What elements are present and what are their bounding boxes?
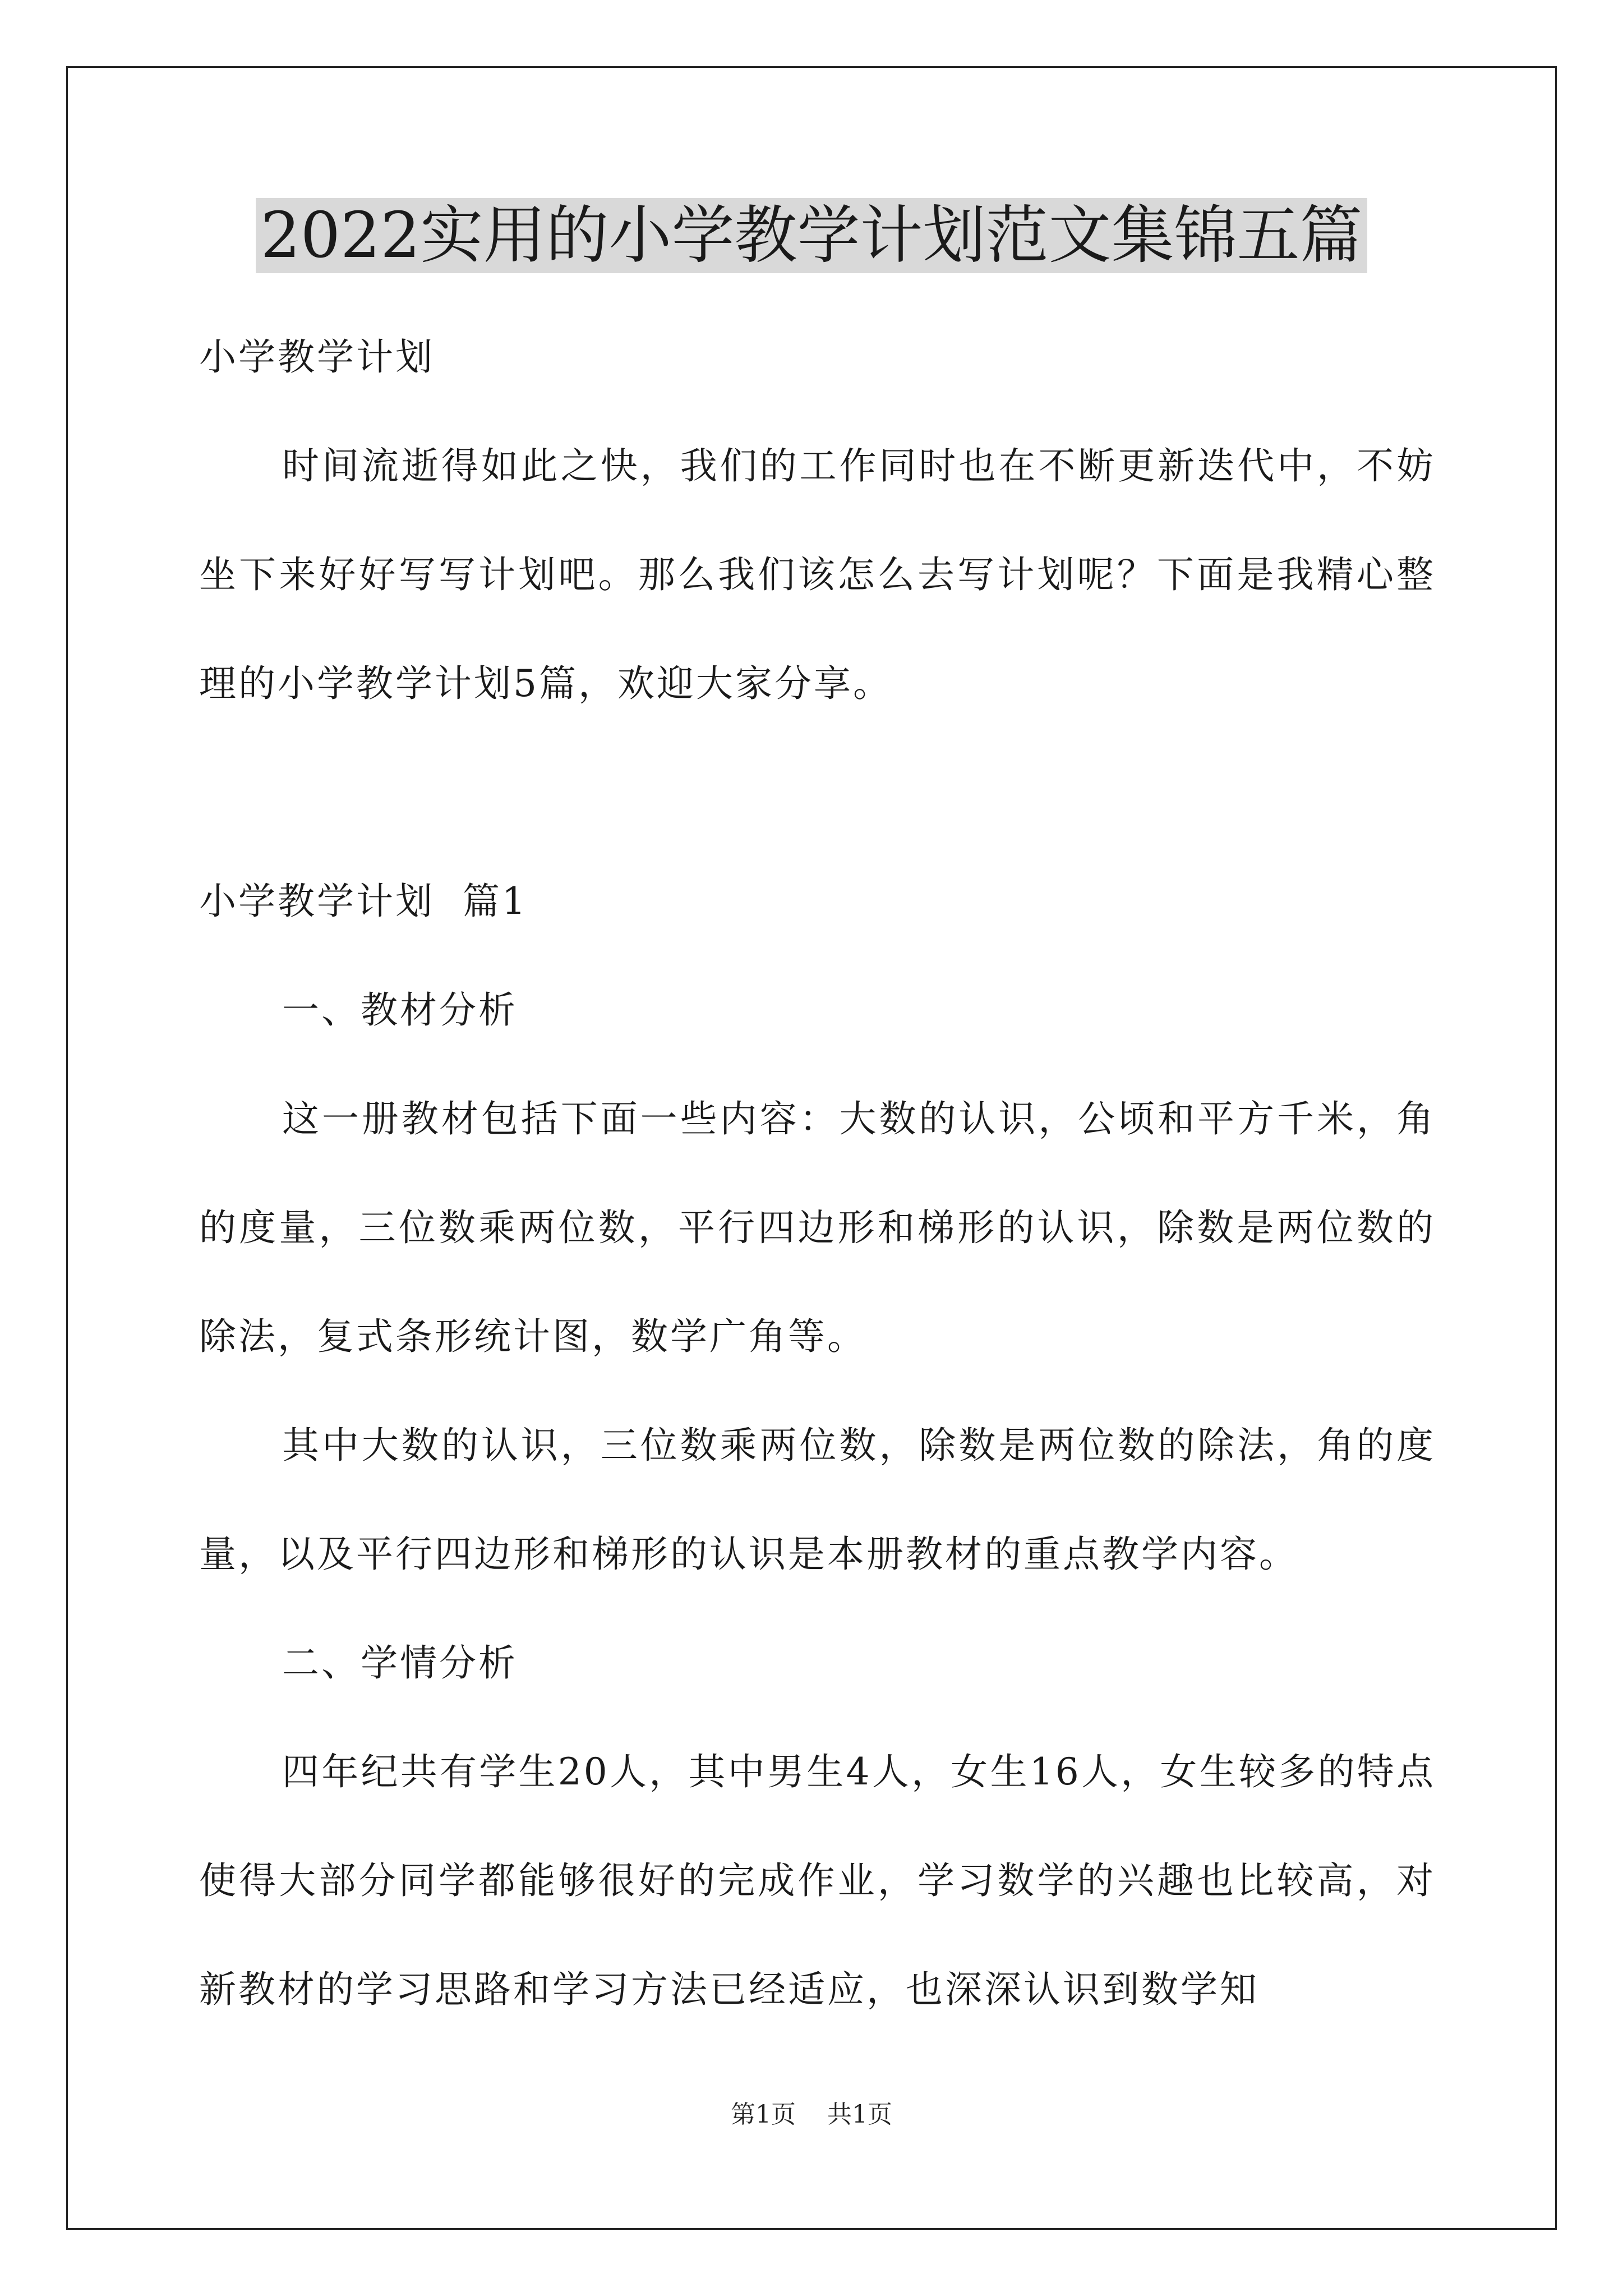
article-heading: 小学教学计划 篇1 [199,880,528,923]
part1-heading: 一、教材分析 [282,988,518,1032]
paragraph-gap [199,738,1436,847]
part2-heading: 二、学情分析 [282,1641,518,1685]
part2-paragraph-1: 四年纪共有学生20人，其中男生4人，女生16人，女生较多的特点使得大部分同学都能够很好的完成作业，学习数学的兴趣也比较高，对新教材的学习思路和学习方法已经适应，也深深认识到数学知 [199,1750,1436,2011]
document-body [199,303,1436,2044]
page-number: 第1页 [731,2100,796,2129]
part1-paragraph-1: 这一册教材包括下面一些内容：大数的认识，公顷和平方千米，角的度量，三位数乘两位数，平行四边形和梯形的认识，除数是两位数的除法，复式条形统计图，数学广角等。 [199,1097,1436,1358]
part1-paragraph-2: 其中大数的认识，三位数乘两位数，除数是两位数的除法，角的度量，以及平行四边形和梯形的认识是本册教材的重点教学内容。 [199,1424,1436,1576]
intro-paragraph: 时间流逝得如此之快，我们的工作同时也在不断更新迭代中，不妨坐下来好好写写计划吧。那么我们该怎么去写计划呢？下面是我精心整理的小学教学计划5篇，欢迎大家分享。 [199,444,1436,705]
document-title-text: 2022实用的小学教学计划范文集锦五篇 [256,198,1367,273]
section-heading: 小学教学计划 [199,335,435,379]
page-footer [0,2098,1623,2132]
document-title [0,191,1623,280]
page-total: 共1页 [827,2100,892,2129]
